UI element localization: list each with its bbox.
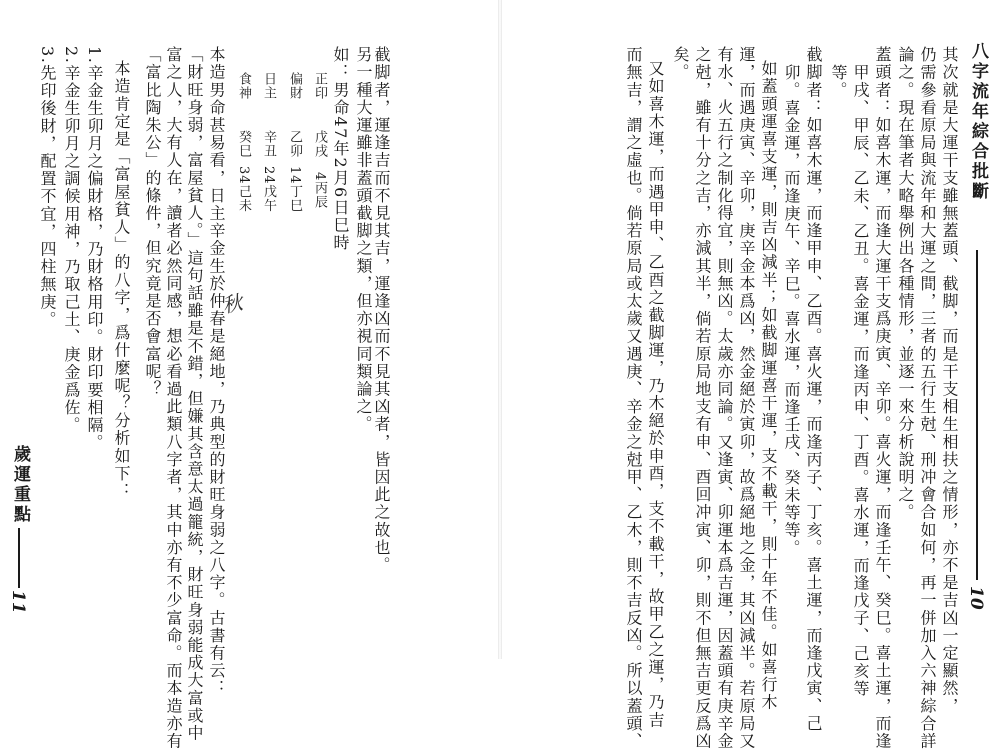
text-line: 本造肯定是「富屋貧人」的八字，爲什麼呢？分析如下：	[112, 60, 131, 500]
chart-label: 正印	[312, 72, 327, 100]
text-line: 截脚者：如喜木運，而逢甲申、乙酉。喜火運，而逢丙子、丁亥。喜土運，而逢戊寅、己	[804, 46, 823, 733]
text-line: 甲戌、甲辰、乙未、乙丑。喜金運，而逢丙申、丁酉。喜水運，而逢戊子、己亥等	[851, 64, 870, 698]
chart-luck: 14丁巳	[287, 166, 302, 213]
text-line: 運，而遇庚寅、辛卯，庚辛金本爲凶，然金絕於寅卯，故爲絕地之金，其凶減半。若原局又	[737, 46, 756, 750]
running-header: 歲運重點	[10, 445, 30, 525]
text-line: 蓋頭者：如喜木運，而逢大運干支爲庚寅、辛卯。喜火運，而逢壬午、癸巳。喜土運，而逢	[873, 46, 892, 750]
right-page	[500, 0, 1000, 750]
chart-luck: 34己未	[236, 166, 251, 213]
list-item: 2.辛金生卯月之調候用神，乃取己土、庚金爲佐。	[62, 46, 81, 435]
list-item: 1.辛金生卯月之偏財格，乃財格用印。財印要相隔。	[85, 46, 104, 452]
text-line: 如：男命47年2月6日巳時	[331, 46, 350, 252]
text-line: 仍需參看原局與流年和大運之間，三者的五行生尅、刑冲會合如何，再一併加入六神綜合詳	[918, 46, 937, 750]
text-line: 如蓋頭運喜支運，則吉凶減半；如截脚運喜干運，支不載干，則十年不佳。如喜行木	[759, 60, 778, 712]
chart-label: 偏財	[287, 72, 302, 100]
text-line: 「財旺身弱，富屋貧人。」這句話雖是不錯，但嫌其含意太過籠統，財旺身弱能成大富或中	[185, 46, 204, 742]
text-line: 「富比陶朱公」的條件，但究竟是否會富呢？	[143, 46, 162, 398]
text-line: 富之人，大有人在，讀者必然同感，想必看過此類八字者，其中亦有不少富命。而本造亦有	[164, 46, 183, 750]
text-line: 矣。	[671, 46, 690, 82]
chart-pillar: 乙卯	[287, 130, 302, 158]
page-number: 11	[8, 590, 28, 614]
text-line: 而無吉，謂之虛也。倘若原局或太歲又遇庚、辛金之尅甲、乙木，則不吉反凶。所以蓋頭、	[624, 46, 643, 750]
text-line: 等。	[829, 64, 848, 100]
chart-pillar: 戊戌	[312, 130, 327, 158]
chart-luck: 4丙辰	[312, 172, 327, 210]
chart-label: 食神	[236, 72, 251, 100]
text-line: 又如喜木運，而遇甲申、乙酉之截脚運，乃木絕於申酉，支不載干，故甲乙之運，乃吉	[646, 60, 665, 729]
text-line: 論之。現在筆者大略舉例出各種情形，並逐一來分析說明之。	[896, 46, 915, 522]
text-line: 卯。喜金運，而逢庚午、辛巳。喜水運，而逢壬戌、癸未等等。	[782, 64, 801, 557]
chart-label: 日主	[261, 72, 276, 100]
chart-luck: 24戊午	[261, 166, 276, 213]
chart-pillar: 癸巳	[236, 130, 251, 158]
text-line: 之尅，雖有十分之吉，亦減其半，倘若原局地支有申、酉回冲寅、卯，則不但無吉更反爲凶	[693, 46, 712, 750]
chart-pillar: 辛丑	[261, 130, 276, 158]
text-line: 截脚者，運逢吉而不見其吉，運逢凶而不見其凶者，皆因此之故也。	[372, 46, 391, 574]
page-number: 10	[966, 586, 986, 610]
text-line: 另一種大運雖非蓋頭截脚之類，但亦視同類論之。	[354, 46, 373, 434]
text-line: 其次就是大運干支雖無蓋頭、截脚，而是干支相生相扶之情形，亦不是吉凶一定顯然，	[940, 46, 959, 715]
header-rule	[18, 528, 20, 588]
list-item: 3.先印後財，配置不宜，四柱無庚。	[38, 46, 57, 329]
handwritten-note: 秋	[220, 290, 245, 318]
running-header: 八字流年綜合批斷	[968, 42, 988, 202]
text-line: 本造男命甚易看，日主辛金生於仲春是絕地，乃典型的財旺身弱之八字。古書有云：	[207, 46, 226, 698]
text-line: 有水、火五行之制化得宜，則無凶。太歲亦同論。又逢寅、卯運本爲吉運，因蓋頭有庚辛金	[715, 46, 734, 750]
header-rule	[976, 250, 978, 580]
